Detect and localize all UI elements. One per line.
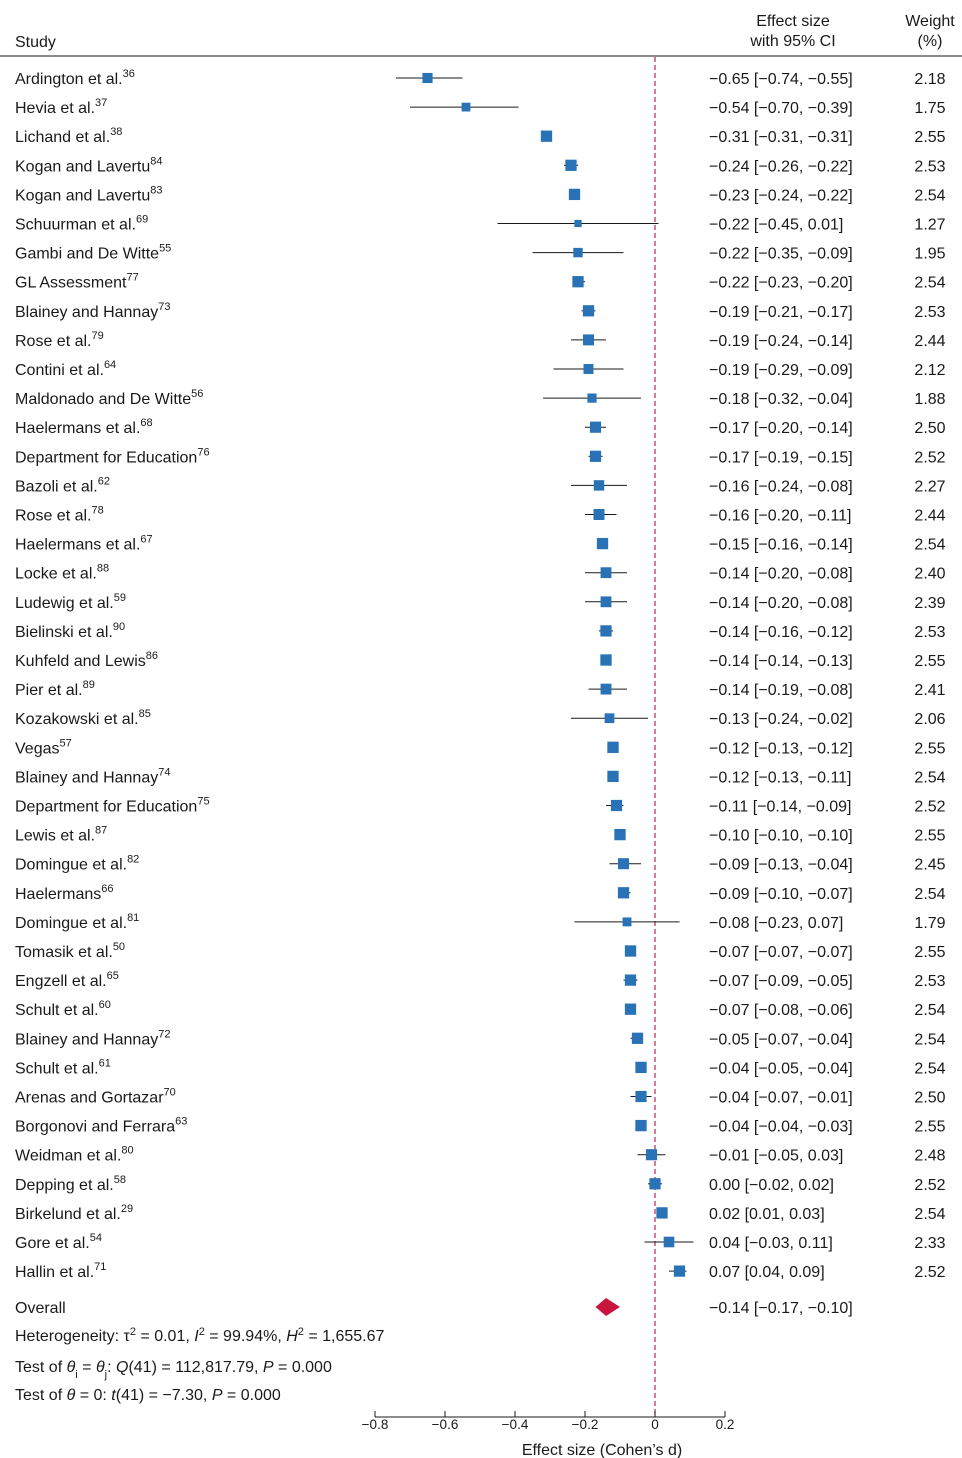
study-name: Blainey and Hannay$^{73}$	[15, 300, 171, 321]
study-row	[15, 475, 946, 495]
effect-marker	[664, 1237, 675, 1248]
study-name: Blainey and Hannay$^{72}$	[15, 1028, 171, 1049]
study-row	[15, 184, 946, 204]
ci-text: −0.04 [−0.07, −0.01]	[709, 1089, 853, 1107]
effect-marker	[635, 1062, 646, 1073]
effect-marker	[601, 567, 612, 578]
study-row	[15, 505, 946, 525]
ci-text: −0.16 [−0.20, −0.11]	[709, 507, 852, 525]
study-row	[15, 766, 946, 786]
study-row	[15, 97, 946, 117]
study-name: Maldonado and De Witte$^{56}$	[15, 388, 204, 409]
ci-text: −0.13 [−0.24, −0.02]	[709, 711, 853, 729]
ci-text: −0.17 [−0.19, −0.15]	[709, 449, 853, 467]
study-name: Kogan and Lavertu$^{84}$	[15, 155, 163, 176]
study-name: Pier et al.$^{89}$	[15, 679, 95, 700]
study-row	[15, 825, 946, 845]
ci-text: −0.10 [−0.10, −0.10]	[709, 827, 853, 845]
weight-text: 2.55	[914, 827, 946, 845]
weight-text: 1.88	[914, 391, 946, 409]
ci-text: −0.07 [−0.07, −0.07]	[709, 944, 853, 961]
study-name: Schuurman et al.$^{69}$	[15, 213, 149, 234]
weight-text: 1.27	[914, 216, 946, 234]
weight-text: 2.39	[914, 594, 946, 612]
ci-text: −0.18 [−0.32, −0.04]	[709, 391, 853, 409]
weight-text: 2.48	[914, 1147, 946, 1165]
weight-text: 2.41	[914, 682, 946, 700]
study-row	[15, 1145, 946, 1165]
study-name: Haelermans et al.$^{67}$	[15, 533, 153, 554]
effect-marker	[607, 742, 618, 753]
weight-text: 2.55	[914, 129, 946, 147]
study-name: Engzell et al.$^{65}$	[15, 970, 119, 991]
weight-text: 2.53	[914, 623, 946, 641]
weight-text: 1.75	[914, 100, 946, 118]
weight-text: 2.33	[914, 1235, 946, 1252]
study-name: Birkelund et al.$^{29}$	[15, 1202, 134, 1223]
weight-text: 2.53	[914, 973, 946, 991]
test-theta-i-theta-j-text: Test of $\theta_i = \theta_j$: Q(41) = 112,817.79, P = 0.000	[15, 1359, 332, 1381]
weight-text: 2.54	[914, 187, 946, 205]
overall-diamond	[596, 1298, 621, 1316]
study-name: Weidman et al.$^{80}$	[15, 1144, 134, 1165]
study-name: Hallin et al.$^{71}$	[15, 1261, 107, 1282]
ci-text: −0.04 [−0.04, −0.03]	[709, 1118, 853, 1136]
study-row	[15, 708, 946, 728]
header-effect-line1: Effect size	[756, 13, 830, 30]
ci-text: −0.05 [−0.07, −0.04]	[709, 1031, 853, 1049]
study-row	[15, 1116, 946, 1136]
study-name: Lichand et al.$^{38}$	[15, 126, 123, 147]
effect-marker	[590, 422, 601, 433]
study-row	[15, 272, 946, 292]
study-row	[15, 388, 946, 408]
study-row	[15, 1232, 946, 1252]
effect-marker	[614, 829, 625, 840]
study-row	[15, 592, 946, 612]
effect-marker	[625, 945, 636, 956]
x-tick-label: −0.6	[431, 1417, 459, 1432]
study-name: Tomasik et al.$^{50}$	[15, 941, 126, 961]
weight-text: 2.54	[914, 1205, 946, 1223]
effect-marker	[623, 917, 632, 926]
study-row	[15, 737, 946, 757]
effect-marker	[583, 334, 594, 345]
study-row	[15, 155, 946, 175]
ci-text: 0.07 [0.04, 0.09]	[709, 1264, 825, 1282]
effect-marker	[587, 394, 596, 403]
ci-text: −0.11 [−0.14, −0.09]	[709, 798, 852, 816]
header-effect-line2: with 95% CI	[750, 33, 836, 50]
weight-text: 2.55	[914, 740, 946, 758]
test-theta-zero-text: Test of θ = 0: t(41) = −7.30, P = 0.000	[15, 1387, 281, 1404]
weight-text: 2.54	[914, 274, 946, 292]
study-row	[15, 446, 946, 466]
ci-text: 0.02 [0.01, 0.03]	[709, 1205, 825, 1223]
ci-text: −0.31 [−0.31, −0.31]	[709, 129, 853, 147]
study-name: Vegas$^{57}$	[15, 737, 72, 758]
weight-text: 2.44	[914, 507, 946, 525]
effect-marker	[649, 1178, 660, 1189]
x-axis-label: Effect size (Cohen’s d)	[521, 1442, 683, 1458]
study-row	[15, 650, 946, 670]
ci-text: −0.12 [−0.13, −0.12]	[709, 740, 853, 758]
weight-text: 2.50	[914, 420, 946, 438]
study-name: Bielinski et al.$^{90}$	[15, 620, 126, 641]
study-row	[15, 796, 946, 816]
heterogeneity-text: Heterogeneity: $\tau^2 = 0.01$, $I^2 = 99.94\%$, $H^2 = 1,655.67$	[15, 1326, 385, 1345]
study-row	[15, 621, 946, 641]
study-name: Hevia et al.$^{37}$	[15, 97, 108, 118]
weight-text: 2.54	[914, 1002, 946, 1020]
ci-text: −0.09 [−0.13, −0.04]	[709, 856, 853, 874]
study-row	[15, 301, 946, 321]
study-name: Haelermans$^{66}$	[15, 882, 114, 903]
study-name: Schult et al.$^{61}$	[15, 1057, 111, 1078]
effect-marker	[594, 480, 604, 490]
effect-marker	[583, 305, 594, 316]
study-row	[15, 68, 946, 88]
study-row	[15, 563, 946, 583]
x-tick-label: −0.4	[501, 1417, 529, 1432]
weight-text: 2.27	[914, 478, 946, 496]
study-name: Gambi and De Witte$^{55}$	[15, 242, 172, 263]
header-weight-line1: Weight	[905, 13, 955, 30]
ci-text: −0.09 [−0.10, −0.07]	[709, 885, 853, 903]
ci-text: −0.22 [−0.23, −0.20]	[709, 274, 853, 292]
study-name: Arenas and Gortazar$^{70}$	[15, 1086, 176, 1107]
weight-text: 2.54	[914, 885, 946, 903]
effect-marker	[635, 1091, 646, 1102]
effect-marker	[594, 509, 605, 520]
effect-marker	[565, 160, 576, 171]
ci-text: −0.17 [−0.20, −0.14]	[709, 420, 853, 438]
header-study: Study	[15, 34, 56, 51]
effect-marker	[462, 103, 471, 112]
ci-text: 0.00 [−0.02, 0.02]	[709, 1176, 834, 1194]
study-row	[15, 417, 946, 437]
effect-marker	[600, 654, 611, 665]
study-name: Schult et al.$^{60}$	[15, 999, 111, 1020]
ci-text: −0.16 [−0.24, −0.08]	[709, 478, 853, 496]
effect-marker	[611, 800, 622, 811]
effect-marker	[590, 451, 601, 462]
effect-marker	[574, 220, 581, 227]
ci-text: −0.14 [−0.20, −0.08]	[709, 565, 853, 583]
weight-text: 1.79	[914, 914, 946, 932]
weight-text: 2.52	[914, 1264, 946, 1282]
ci-text: −0.14 [−0.19, −0.08]	[709, 682, 853, 700]
ci-text: −0.07 [−0.08, −0.06]	[709, 1002, 853, 1020]
ci-text: −0.07 [−0.09, −0.05]	[709, 973, 853, 991]
study-row	[15, 534, 946, 554]
effect-marker	[573, 248, 582, 257]
header-weight-line2: (%)	[917, 33, 943, 50]
weight-text: 2.52	[914, 798, 946, 816]
study-row	[15, 1203, 946, 1223]
effect-marker	[601, 596, 612, 607]
effect-marker	[618, 887, 629, 898]
effect-marker	[584, 364, 594, 374]
weight-text: 2.54	[914, 769, 946, 787]
weight-text: 2.54	[914, 1060, 946, 1078]
weight-text: 1.95	[914, 245, 946, 263]
weight-text: 2.54	[914, 1031, 946, 1049]
study-name: Locke et al.$^{88}$	[15, 562, 110, 583]
weight-text: 2.55	[914, 1118, 946, 1136]
study-name: Haelermans et al.$^{68}$	[15, 417, 153, 438]
ci-text: −0.22 [−0.35, −0.09]	[709, 245, 853, 263]
effect-marker	[569, 189, 580, 200]
ci-text: −0.14 [−0.20, −0.08]	[709, 594, 853, 612]
study-row	[15, 214, 946, 234]
effect-marker	[632, 1033, 643, 1044]
effect-marker	[600, 625, 611, 636]
study-row	[15, 883, 946, 903]
effect-marker	[625, 1004, 636, 1015]
study-name: Depping et al.$^{58}$	[15, 1173, 126, 1194]
weight-text: 2.06	[914, 711, 946, 729]
effect-marker	[618, 858, 629, 869]
ci-text: −0.24 [−0.26, −0.22]	[709, 158, 853, 176]
effect-marker	[572, 276, 583, 287]
ci-text: −0.01 [−0.05, 0.03]	[709, 1147, 844, 1165]
study-name: Domingue et al.$^{82}$	[15, 853, 140, 874]
study-row	[15, 1057, 946, 1077]
ci-text: −0.54 [−0.70, −0.39]	[709, 100, 853, 118]
study-name: Ardington et al.$^{36}$	[15, 68, 135, 88]
ci-text: 0.04 [−0.03, 0.11]	[709, 1235, 833, 1252]
study-row	[15, 941, 946, 961]
study-row	[15, 1087, 946, 1107]
study-rows	[15, 68, 946, 1281]
weight-text: 2.45	[914, 856, 946, 874]
x-tick-label: 0	[651, 1417, 659, 1432]
study-name: Kuhfeld and Lewis$^{86}$	[15, 650, 159, 670]
weight-text: 2.55	[914, 944, 946, 961]
weight-text: 2.40	[914, 565, 946, 583]
weight-text: 2.44	[914, 332, 946, 350]
study-row	[15, 243, 946, 263]
study-row	[15, 1028, 946, 1048]
effect-marker	[607, 771, 618, 782]
ci-text: −0.23 [−0.24, −0.22]	[709, 187, 853, 205]
study-name: GL Assessment$^{77}$	[15, 271, 139, 292]
study-name: Kogan and Lavertu$^{83}$	[15, 184, 163, 205]
study-row	[15, 1174, 946, 1194]
study-name: Rose et al.$^{78}$	[15, 504, 104, 525]
study-row	[15, 359, 946, 379]
weight-text: 2.53	[914, 303, 946, 321]
study-row	[15, 679, 946, 699]
study-row	[15, 330, 946, 350]
effect-marker	[541, 131, 552, 142]
effect-marker	[605, 713, 615, 723]
ci-text: −0.65 [−0.74, −0.55]	[709, 71, 853, 88]
study-name: Gore et al.$^{54}$	[15, 1232, 102, 1252]
study-row	[15, 854, 946, 874]
weight-text: 2.53	[914, 158, 946, 176]
weight-text: 2.18	[914, 71, 946, 88]
effect-marker	[656, 1207, 667, 1218]
effect-marker	[635, 1120, 646, 1131]
x-axis-ticks	[362, 1411, 735, 1432]
study-name: Blainey and Hannay$^{74}$	[15, 766, 171, 787]
ci-text: −0.12 [−0.13, −0.11]	[709, 769, 852, 787]
ci-text: −0.04 [−0.05, −0.04]	[709, 1060, 853, 1078]
study-row	[15, 999, 946, 1019]
effect-marker	[646, 1149, 657, 1160]
study-name: Ludewig et al.$^{59}$	[15, 591, 126, 612]
weight-text: 2.12	[914, 362, 946, 379]
effect-marker	[422, 73, 432, 83]
effect-marker	[674, 1265, 685, 1276]
effect-marker	[601, 684, 612, 695]
ci-text: −0.22 [−0.45, 0.01]	[709, 216, 844, 234]
x-tick-label: −0.2	[571, 1417, 599, 1432]
weight-text: 2.55	[914, 653, 946, 670]
study-name: Rose et al.$^{79}$	[15, 329, 104, 350]
study-row	[15, 1261, 946, 1281]
weight-text: 2.50	[914, 1089, 946, 1107]
overall-ci-text: −0.14 [−0.17, −0.10]	[709, 1300, 853, 1317]
weight-text: 2.52	[914, 449, 946, 467]
study-row	[15, 912, 946, 932]
ci-text: −0.19 [−0.21, −0.17]	[709, 303, 853, 321]
study-name: Department for Education$^{76}$	[15, 446, 210, 467]
study-row	[15, 126, 946, 146]
weight-text: 2.52	[914, 1176, 946, 1194]
study-name: Kozakowski et al.$^{85}$	[15, 708, 151, 729]
study-name: Contini et al.$^{64}$	[15, 359, 117, 379]
ci-text: −0.19 [−0.29, −0.09]	[709, 362, 853, 379]
ci-text: −0.19 [−0.24, −0.14]	[709, 332, 853, 350]
x-tick-label: −0.8	[361, 1417, 389, 1432]
effect-marker	[597, 538, 608, 549]
study-name: Domingue et al.$^{81}$	[15, 911, 140, 932]
effect-marker	[625, 974, 636, 985]
study-row	[15, 970, 946, 990]
study-name: Lewis et al.$^{87}$	[15, 824, 108, 845]
study-name: Bazoli et al.$^{62}$	[15, 475, 110, 496]
x-tick-label: 0.2	[715, 1417, 735, 1432]
overall-label: Overall	[15, 1300, 66, 1317]
weight-text: 2.54	[914, 536, 946, 554]
study-name: Department for Education$^{75}$	[15, 795, 210, 816]
ci-text: −0.08 [−0.23, 0.07]	[709, 914, 844, 932]
ci-text: −0.14 [−0.16, −0.12]	[709, 623, 853, 641]
ci-text: −0.14 [−0.14, −0.13]	[709, 653, 853, 670]
study-name: Borgonovi and Ferrara$^{63}$	[15, 1115, 188, 1136]
ci-text: −0.15 [−0.16, −0.14]	[709, 536, 853, 554]
